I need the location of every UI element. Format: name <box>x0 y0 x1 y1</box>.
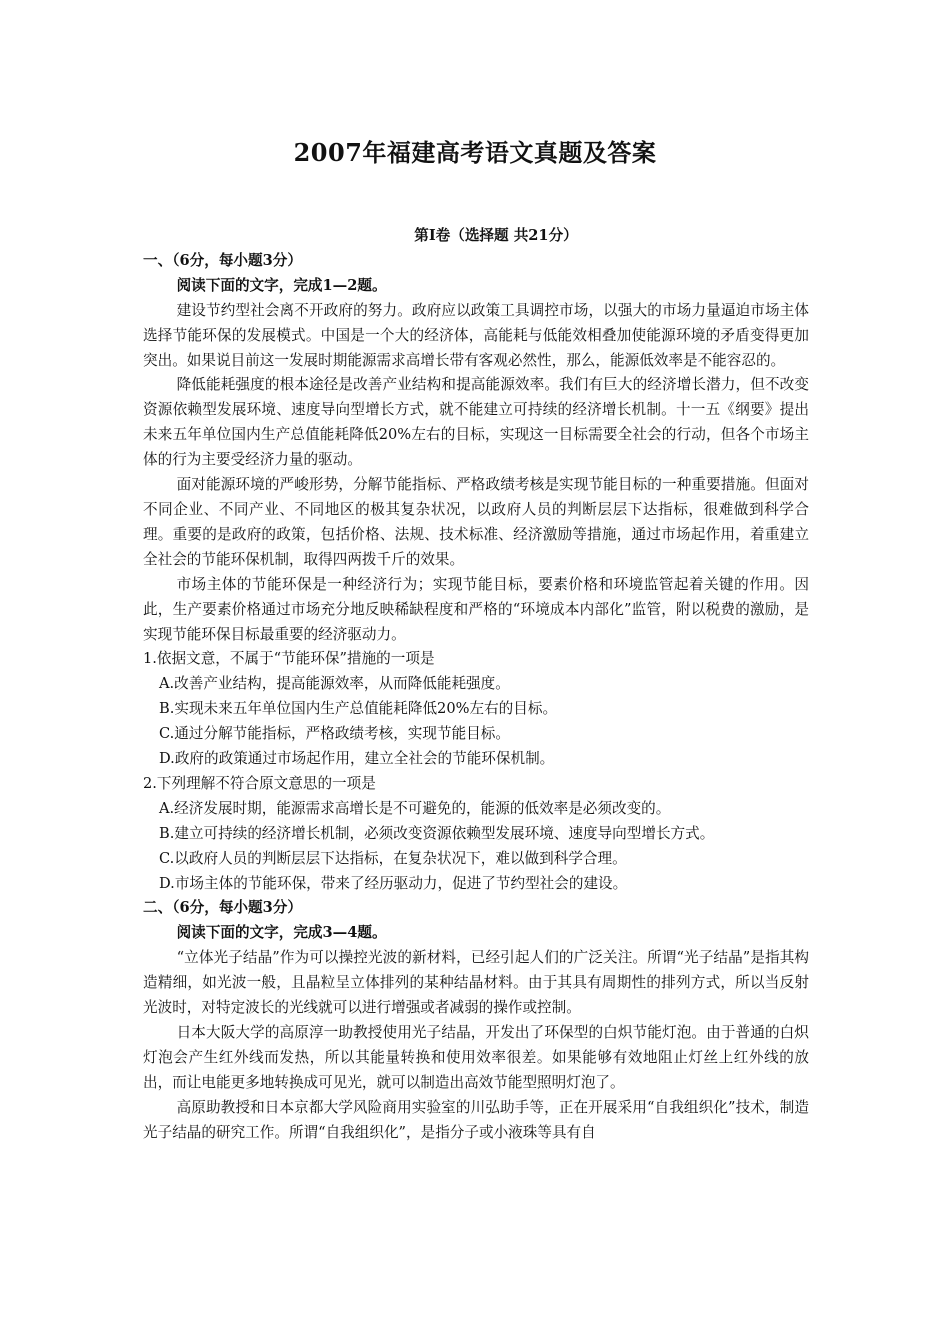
question-2-stem: 2.下列理解不符合原文意思的一项是 <box>143 774 376 792</box>
section-1-paragraph: 降低能耗强度的根本途径是改善产业结构和提高能源效率。我们有巨大的经济增长潜力，但不改变资源依赖型发展环境、速度导向型增长方式，就不能建立可持续的经济增长机制。十一五《纲要》提出未来五年单位国内生产总值能耗降低20%左右的目标，实现这一目标需要全社会的行动，但各个市场主体的行为主要受经济力量的驱动。 <box>143 376 809 469</box>
question-2-option-b: B.建立可持续的经济增长机制，必须改变资源依赖型发展环境、速度导向型增长方式。 <box>159 824 715 842</box>
volume-title: 第Ⅰ卷（选择题 共21分） <box>414 227 578 244</box>
section-2-heading: 二、（6分，每小题3分） <box>143 899 302 917</box>
question-1-option-c: C.通过分解节能指标，严格政绩考核，实现节能目标。 <box>159 725 510 743</box>
section-2-paragraph: “立体光子结晶”作为可以操控光波的新材料，已经引起人们的广泛关注。所谓“光子结晶”是指其构造精细，如光波一般，且晶粒呈立体排列的某种结晶材料。由于其具有周期性的排列方式，所以当反射光波时，对特定波长的光线就可以进行增强或者减弱的操作或控制。 <box>143 949 809 1017</box>
section-1-instruction: 阅读下面的文字，完成1—2题。 <box>176 276 387 294</box>
section-1-paragraph: 面对能源环境的严峻形势，分解节能指标、严格政绩考核是实现节能目标的一种重要措施。但面对不同企业、不同产业、不同地区的极其复杂状况，以政府人员的判断层层下达指标，很难做到科学合理。重要的是政府的政策，包括价格、法规、技术标准、经济激励等措施，通过市场起作用，着重建立全社会的节能环保机制，取得四两拨千斤的效果。 <box>143 476 809 568</box>
document-title: 2007年福建高考语文真题及答案 <box>293 138 657 167</box>
question-1-option-d: D.政府的政策通过市场起作用，建立全社会的节能环保机制。 <box>159 750 555 768</box>
section-2-paragraph: 高原助教授和日本京都大学风险商用实验室的川弘助手等，正在开展采用“自我组织化”技术，制造光子结晶的研究工作。所谓“自我组织化”，是指分子或小液珠等具有自 <box>143 1098 809 1141</box>
section-1-paragraph: 建设节约型社会离不开政府的努力。政府应以政策工具调控市场，以强大的市场力量逼迫市场主体选择节能环保的发展模式。中国是一个大的经济体，高能耗与低能效相叠加使能源环境的矛盾变得更加突出。如果说目前这一发展时期能源需求高增长带有客观必然性，那么，能源低效率是不能容忍的。 <box>143 301 809 369</box>
question-1-option-b: B.实现未来五年单位国内生产总值能耗降低20%左右的目标。 <box>159 700 558 718</box>
question-1-stem: 1.依据文意，不属于“节能环保”措施的一项是 <box>143 650 435 668</box>
question-1-option-a: A.改善产业结构，提高能源效率，从而降低能耗强度。 <box>159 675 510 693</box>
section-2-paragraph: 日本大阪大学的高原淳一助教授使用光子结晶，开发出了环保型的白炽节能灯泡。由于普通的白炽灯泡会产生红外线而发热，所以其能量转换和使用效率很差。如果能够有效地阻止灯丝上红外线的放出，而让电能更多地转换成可见光，就可以制造出高效节能型照明灯泡了。 <box>143 1024 809 1091</box>
document-body <box>143 224 809 1146</box>
section-2-instruction: 阅读下面的文字，完成3—4题。 <box>176 924 387 942</box>
question-2-option-c: C.以政府人员的判断层层下达指标，在复杂状况下，难以做到科学合理。 <box>159 849 627 867</box>
question-2-option-d: D.市场主体的节能环保，带来了经历驱动力，促进了节约型社会的建设。 <box>159 874 628 892</box>
section-1-heading: 一、（6分，每小题3分） <box>143 251 302 269</box>
section-1-paragraph: 市场主体的节能环保是一种经济行为；实现节能目标，要素价格和环境监管起着关键的作用。因此，生产要素价格通过市场充分地反映稀缺程度和严格的“环境成本内部化”监管，附以税费的激励，是实现节能环保目标最重要的经济驱动力。 <box>143 575 809 643</box>
question-2-option-a: A.经济发展时期，能源需求高增长是不可避免的，能源的低效率是必须改变的。 <box>159 799 671 817</box>
